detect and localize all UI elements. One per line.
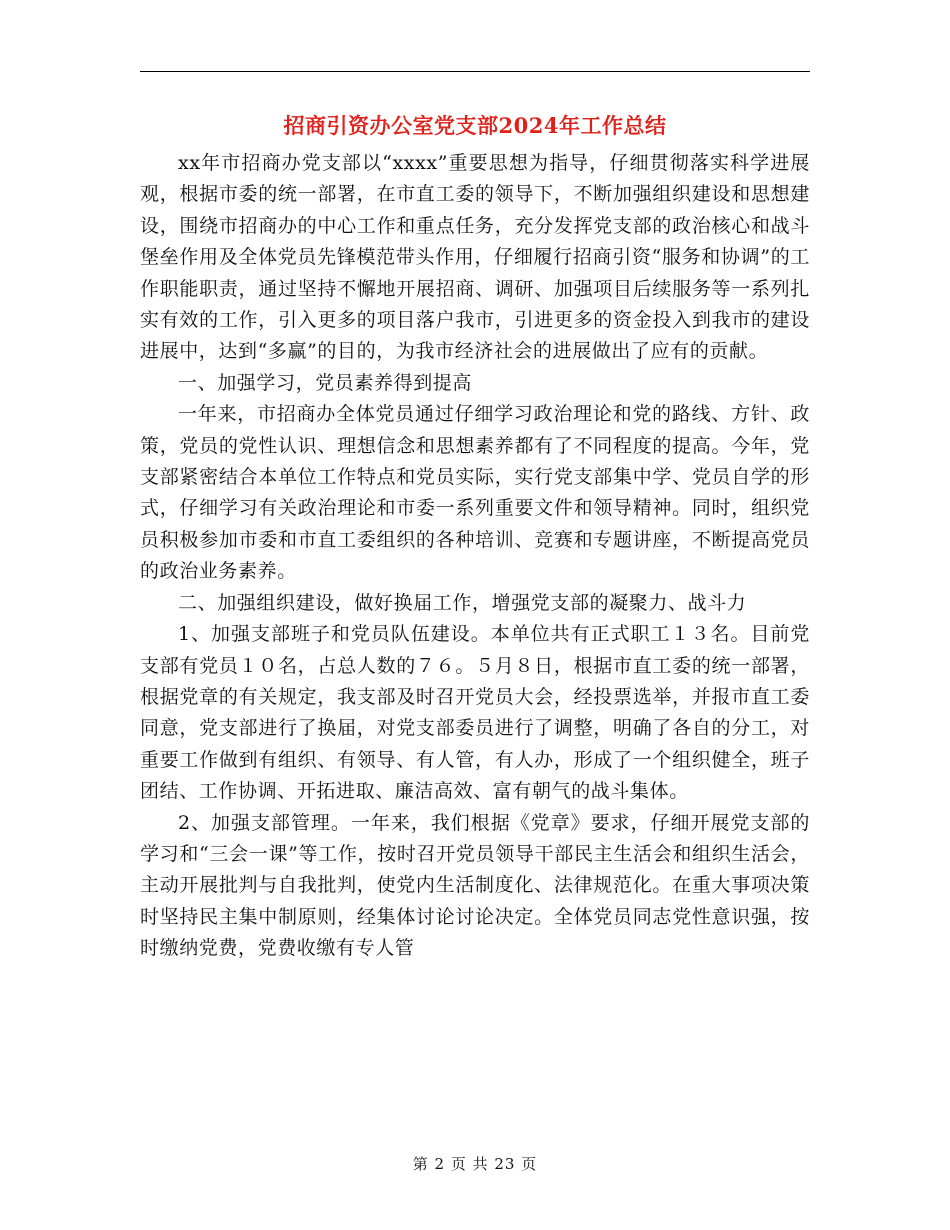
branch-management-paragraph: 2、加强支部管理。一年来，我们根据《党章》要求，仔细开展党支部的学习和“三会一课”等工作，按时召开党员领导干部民主生活会和组织生活会，主动开展批判与自我批判，使党内生活制度化、法律规范化。在重大事项决策时坚持民主集中制原则，经集体讨论讨论决定。全体党员同志党性意识强，按时缴纳党费，党费收缴有专人管 [140,811,810,960]
team-building-paragraph: 1、加强支部班子和党员队伍建设。本单位共有正式职工１３名。目前党支部有党员１０名，占总人数的７６。５月８日，根据市直工委的统一部署，根据党章的有关规定，我支部及时召开党员大会，经投票选举，并报市直工委同意，党支部进行了换届，对党支部委员进行了调整，明确了各自的分工，对重要工作做到有组织、有领导、有人管，有人办，形成了一个组织健全，班子团结、工作协调、开拓进取、廉洁高效、富有朝气的战斗集体。 [140,623,810,803]
header-rule [140,71,810,72]
document-body [140,148,810,965]
section-heading-study: 一、加强学习，党员素养得到提高 [178,371,473,394]
page-number-footer: 第 2 页 共 23 页 [412,1155,538,1173]
document-title: 招商引资办公室党支部2024年工作总结 [283,113,667,138]
study-paragraph: 一年来，市招商办全体党员通过仔细学习政治理论和党的路线、方针、政策，党员的党性认识、理想信念和思想素养都有了不同程度的提高。今年，党支部紧密结合本单位工作特点和党员实际，实行党支部集中学、党员自学的形式，仔细学习有关政治理论和市委一系列重要文件和领导精神。同时，组织党员积极参加市委和市直工委组织的各种培训、竞赛和专题讲座，不断提高党员的政治业务素养。 [140,403,810,583]
intro-paragraph: xx年市招商办党支部以“xxxx”重要思想为指导，仔细贯彻落实科学进展观，根据市委的统一部署，在市直工委的领导下，不断加强组织建设和思想建设，围绕市招商办的中心工作和重点任务，充分发挥党支部的政治核心和战斗堡垒作用及全体党员先锋模范带头作用，仔细履行招商引资“服务和协调”的工作职能职责，通过坚持不懈地开展招商、调研、加强项目后续服务等一系列扎实有效的工作，引入更多的项目落户我市，引进更多的资金投入到我市的建设进展中，达到“多赢”的目的，为我市经济社会的进展做出了应有的贡献。 [140,152,810,363]
section-heading-organization: 二、加强组织建设，做好换届工作，增强党支部的凝聚力、战斗力 [178,591,747,614]
